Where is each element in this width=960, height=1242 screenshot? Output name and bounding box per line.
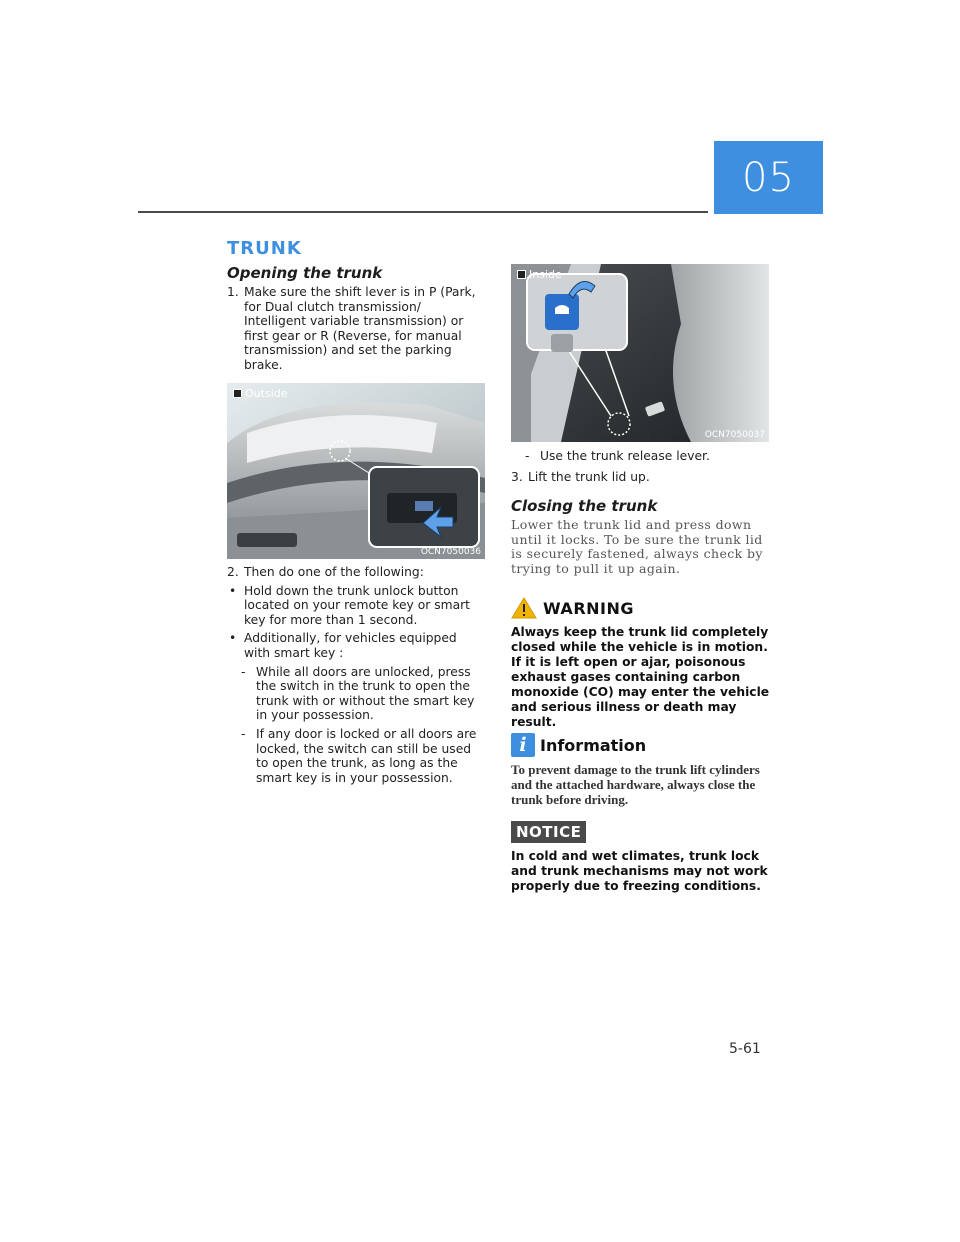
header-rule <box>138 211 708 213</box>
closing-text: Lower the trunk lid and press down until it locks. To be sure the trunk lid is securely fastened, always check by trying to pull it up again. <box>511 517 763 576</box>
information-text: To prevent damage to the trunk lift cylinders and the attached hardware, always close the trunk before driving. <box>511 762 760 807</box>
notice-label: NOTICE <box>511 821 586 843</box>
step-3 <box>511 470 769 485</box>
step-2-block <box>227 565 485 785</box>
trunk-outside-illustration <box>227 383 485 559</box>
step-2-number: 2. <box>227 565 239 579</box>
label-square <box>233 389 242 398</box>
bullet-item <box>227 631 485 660</box>
step-1-text: Make sure the shift lever is in P (Park, for Dual clutch transmission/ Intelligent variable transmission) or first gear or R (Reverse, for manual transmission) and set the parking brake. <box>244 285 476 372</box>
step-3-number: 3. <box>511 469 523 484</box>
outside-label <box>233 387 287 400</box>
notice-text: In cold and wet climates, trunk lock and trunk mechanisms may not work properly due to freezing conditions. <box>511 849 768 893</box>
dash-item <box>227 665 485 723</box>
warning-triangle-icon <box>511 597 537 619</box>
bullet-dot: • <box>229 583 237 598</box>
outside-figure <box>227 383 485 559</box>
warning-text: Always keep the trunk lid completely closed while the vehicle is in motion. If it is left open or ajar, poisonous exhaust gases containing carbon monoxide (CO) may enter the vehicle and serious illness or death may result. <box>511 625 770 729</box>
release-lever-block <box>511 449 769 484</box>
dash-item <box>227 727 485 785</box>
label-square <box>517 270 526 279</box>
inside-figure-code: OCN7050037 <box>704 430 765 440</box>
information-title: Information <box>540 735 647 755</box>
information-heading <box>511 733 646 757</box>
inside-figure <box>511 264 769 442</box>
bullet-dot: • <box>229 631 237 646</box>
closing-heading: Closing the trunk <box>511 497 658 515</box>
information-icon: i <box>511 733 535 757</box>
bullet-1-text: Hold down the trunk unlock button located on your remote key or smart key for more than 1 second. <box>244 583 470 627</box>
dash-item <box>511 449 769 464</box>
dash-3-text: Use the trunk release lever. <box>540 449 710 463</box>
outside-label-text: Outside <box>245 387 288 400</box>
inside-label <box>517 268 562 281</box>
step-1-number: 1. <box>227 285 239 299</box>
chapter-tab: 05 <box>714 141 823 214</box>
warning-title: WARNING <box>543 598 634 618</box>
dash-mark: - <box>241 664 246 679</box>
opening-heading: Opening the trunk <box>227 264 383 282</box>
dash-1-text: While all doors are unlocked, press the switch in the trunk to open the trunk with or without the smart key in your possession. <box>256 664 475 723</box>
section-title: TRUNK <box>227 238 302 259</box>
trunk-inside-illustration <box>511 264 769 442</box>
inside-label-text: Inside <box>529 268 562 281</box>
bullet-2-text: Additionally, for vehicles equipped with smart key : <box>244 631 457 660</box>
step-2-text: Then do one of the following: <box>244 565 424 579</box>
step-3-text: Lift the trunk lid up. <box>528 469 650 484</box>
warning-heading <box>511 597 634 619</box>
dash-mark: - <box>525 449 530 463</box>
page-number: 5-61 <box>729 1041 761 1057</box>
dash-mark: - <box>241 726 246 741</box>
bullet-item <box>227 584 485 628</box>
dash-2-text: If any door is locked or all doors are locked, the switch can still be used to open the trunk, as long as the smart key is in your possession. <box>256 726 477 785</box>
step-1 <box>227 285 485 373</box>
outside-figure-code: OCN7050036 <box>420 547 481 557</box>
